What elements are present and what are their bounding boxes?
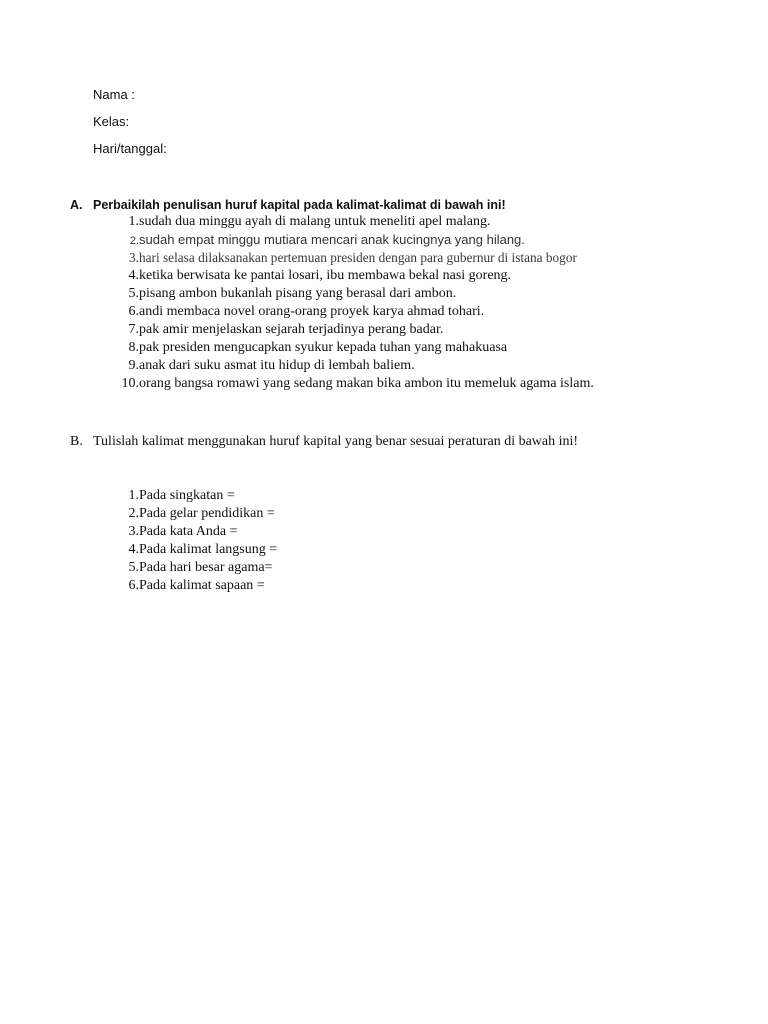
list-item-text: hari selasa dilaksanakan pertemuan presiden dengan para gubernur di istana bogor xyxy=(139,250,577,265)
list-item xyxy=(100,375,720,393)
list-item-text: sudah dua minggu ayah di malang untuk meneliti apel malang. xyxy=(139,214,491,229)
list-item-text: sudah empat minggu mutiara mencari anak kucingnya yang hilang. xyxy=(139,232,525,247)
list-item xyxy=(100,249,720,267)
list-item-number: 5. xyxy=(128,560,139,575)
list-item-text: pak amir menjelaskan sejarah terjadinya perang badar. xyxy=(139,322,444,337)
list-item-text: Pada kalimat langsung = xyxy=(139,542,278,557)
section-b-letter: B. xyxy=(70,434,83,449)
list-item xyxy=(100,577,500,595)
section-a-list xyxy=(100,213,720,393)
list-item xyxy=(100,321,720,339)
list-item xyxy=(100,213,720,231)
list-item-text: Pada kalimat sapaan = xyxy=(139,578,265,593)
list-item xyxy=(100,285,720,303)
list-item-number: 6. xyxy=(128,578,139,593)
section-b-list xyxy=(100,487,500,595)
date-label: Hari/tanggal: xyxy=(93,141,167,156)
list-item-text: Pada hari besar agama= xyxy=(139,560,273,575)
list-item-number: 10. xyxy=(121,376,139,391)
list-item-number: 9. xyxy=(128,358,139,373)
list-item xyxy=(100,339,720,357)
list-item-number: 1. xyxy=(128,214,139,229)
list-item xyxy=(100,267,720,285)
list-item-number: 8. xyxy=(128,340,139,355)
section-a-letter: A. xyxy=(70,198,83,212)
list-item-number: 4. xyxy=(128,542,139,557)
list-item-text: Pada gelar pendidikan = xyxy=(139,506,275,521)
section-a-heading xyxy=(70,196,690,214)
list-item-number: 5. xyxy=(128,286,139,301)
list-item-number: 2. xyxy=(128,506,139,521)
list-item xyxy=(100,559,500,577)
list-item-text: pak presiden mengucapkan syukur kepada tuhan yang mahakuasa xyxy=(139,340,508,355)
list-item-text: orang bangsa romawi yang sedang makan bika ambon itu memeluk agama islam. xyxy=(139,376,594,391)
list-item-number: 6. xyxy=(128,304,139,319)
list-item-number: 1. xyxy=(128,488,139,503)
class-label: Kelas: xyxy=(93,114,130,129)
list-item xyxy=(100,487,500,505)
list-item-text: Pada singkatan = xyxy=(139,488,235,503)
list-item-number: 3. xyxy=(129,250,139,265)
list-item-text: ketika berwisata ke pantai losari, ibu membawa bekal nasi goreng. xyxy=(139,268,512,283)
section-a-title: Perbaikilah penulisan huruf kapital pada kalimat-kalimat di bawah ini! xyxy=(93,198,506,212)
list-item-number: 7. xyxy=(128,322,139,337)
list-item-number: 4. xyxy=(128,268,139,283)
section-b-heading xyxy=(70,432,710,452)
list-item-text: pisang ambon bukanlah pisang yang berasal dari ambon. xyxy=(139,286,457,301)
list-item xyxy=(100,505,500,523)
list-item-number: 3. xyxy=(128,524,139,539)
list-item xyxy=(100,357,720,375)
list-item-text: Pada kata Anda = xyxy=(139,524,238,539)
list-item xyxy=(100,303,720,321)
list-item xyxy=(100,523,500,541)
list-item xyxy=(100,541,500,559)
list-item-number: 2. xyxy=(129,235,139,247)
list-item-text: andi membaca novel orang-orang proyek karya ahmad tohari. xyxy=(139,304,485,319)
list-item-text: anak dari suku asmat itu hidup di lembah baliem. xyxy=(139,358,415,373)
name-label: Nama : xyxy=(93,87,135,102)
identity-block xyxy=(93,86,493,167)
section-b-title: Tulislah kalimat menggunakan huruf kapital yang benar sesuai peraturan di bawah ini! xyxy=(93,434,579,449)
list-item xyxy=(100,231,720,249)
